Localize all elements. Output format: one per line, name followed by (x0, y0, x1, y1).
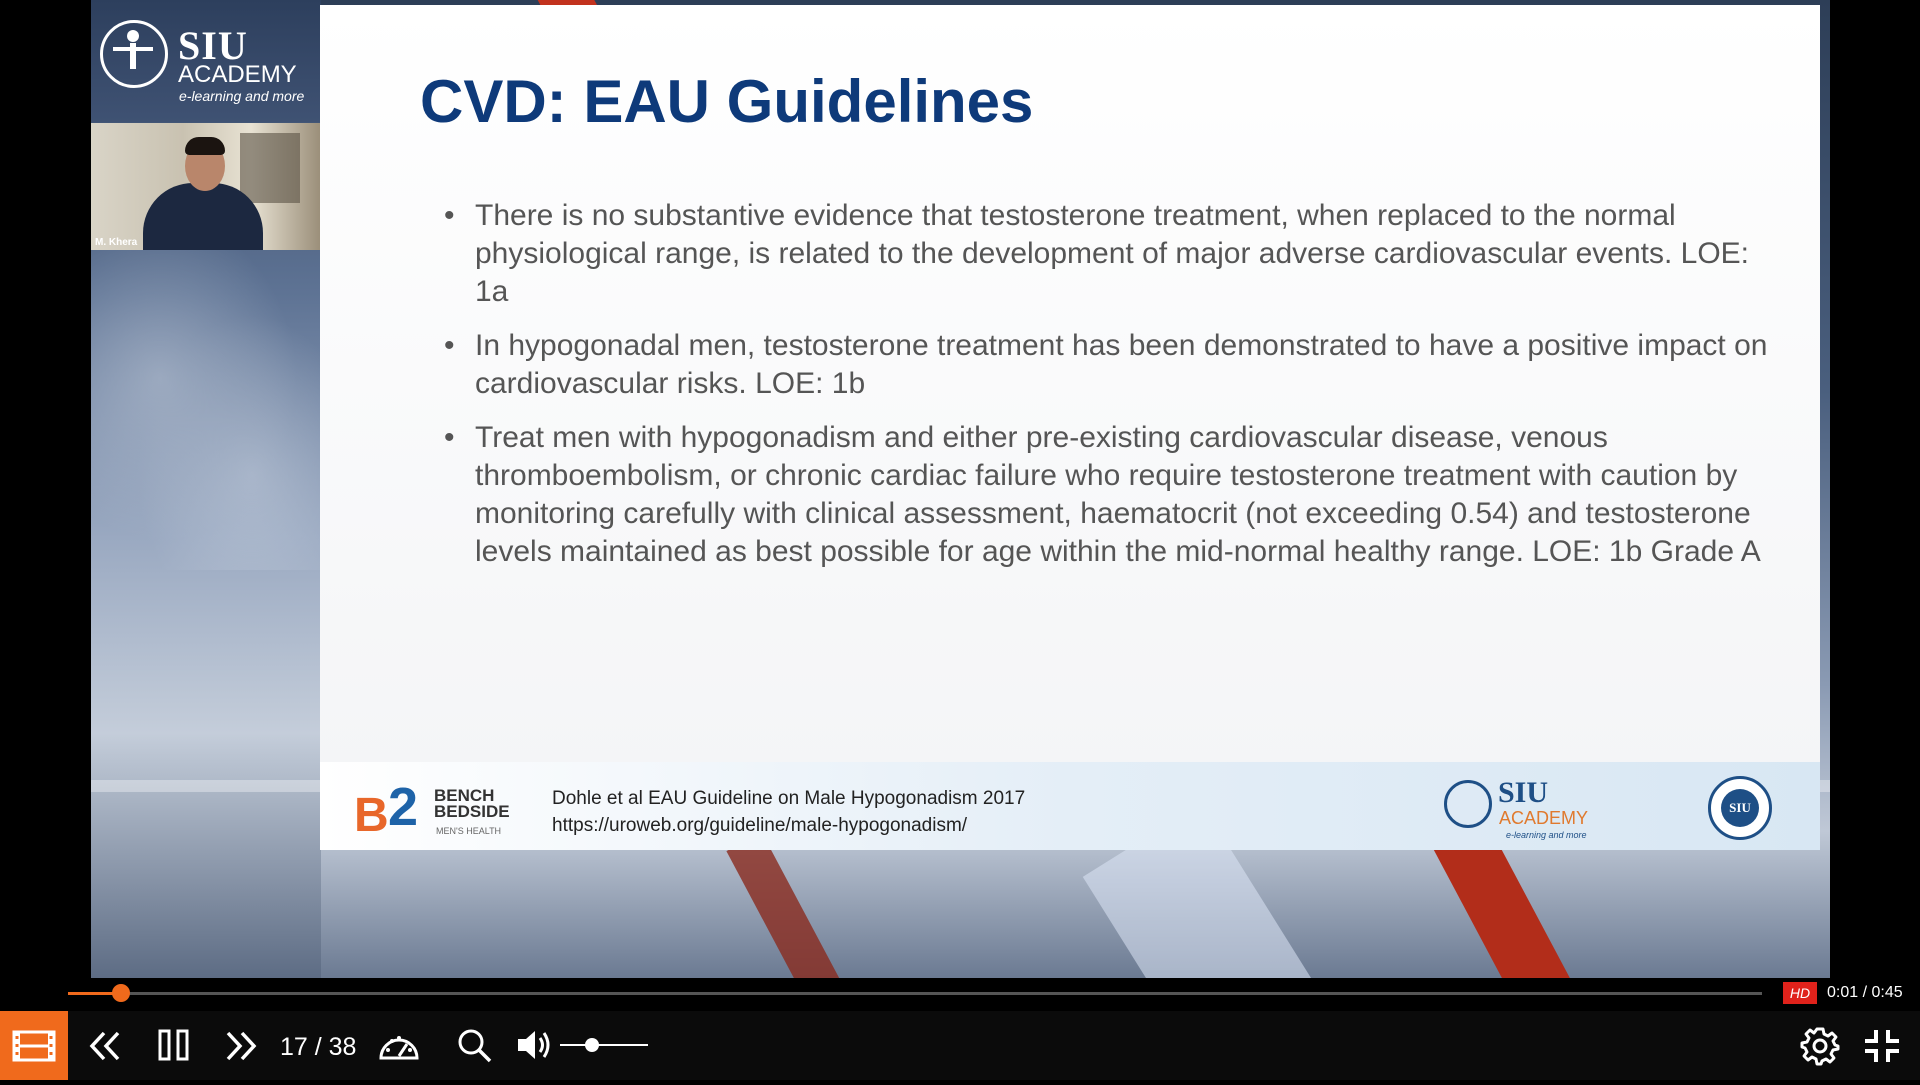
search-icon (456, 1027, 494, 1065)
progress-bar[interactable] (68, 988, 1762, 998)
exit-fullscreen-button[interactable] (1862, 1028, 1902, 1064)
settings-icon (1800, 1026, 1840, 1066)
progress-handle[interactable] (112, 984, 130, 1002)
mens-health-text: MEN'S HEALTH (436, 826, 502, 836)
playback-time: 0:01 / 0:45 (1827, 984, 1903, 1001)
seal-text: SIU (1721, 789, 1759, 827)
bench-to-bedside-logo (354, 776, 434, 842)
presentation-slide (320, 5, 1820, 850)
next-slide-button[interactable] (222, 1029, 258, 1063)
logo-siu-text: SIU (178, 23, 248, 68)
reference-url: https://uroweb.org/guideline/male-hypogonadism/ (552, 815, 968, 836)
playback-speed-button[interactable] (376, 1026, 422, 1066)
footer-academy-text: ACADEMY (1499, 808, 1589, 828)
footer-tagline: e-learning and more (1506, 830, 1587, 840)
bullet-item: • There is no substantive evidence that testosterone treatment, when replaced to the normal physiological range, is related to the development of major adverse cardiovascular events. LOE: 1a (440, 197, 1770, 311)
speaker-webcam (91, 123, 320, 250)
slide-title: CVD: EAU Guidelines (420, 68, 1034, 135)
reference-citation: Dohle et al EAU Guideline on Male Hypogonadism 2017 (552, 788, 1026, 809)
bench-bedside-text (434, 788, 510, 820)
speaker-name: M. Khera (95, 237, 138, 248)
logo-academy-text: ACADEMY (178, 61, 297, 88)
slide-footer (320, 762, 1820, 850)
search-button[interactable] (456, 1027, 494, 1065)
b2b-letter: B (354, 789, 389, 842)
vitruvian-figure-icon (100, 20, 168, 88)
settings-button[interactable] (1800, 1026, 1840, 1066)
hd-badge[interactable]: HD (1783, 982, 1817, 1004)
forward-icon (222, 1029, 258, 1063)
world-map-graphic (91, 250, 321, 570)
footer-siu-text: SIU (1498, 776, 1549, 809)
volume-icon (515, 1027, 555, 1063)
siu-seal-logo (1708, 776, 1772, 840)
bench-text: BENCH (434, 786, 495, 805)
volume-handle[interactable] (585, 1038, 599, 1052)
siu-academy-logo (91, 0, 320, 122)
b2b-number: 2 (388, 777, 419, 837)
pause-button[interactable] (157, 1028, 191, 1062)
progress-track[interactable] (68, 992, 1762, 995)
filmstrip-button[interactable] (0, 1011, 68, 1080)
speed-icon (376, 1026, 422, 1066)
vitruvian-figure-icon (1444, 780, 1492, 828)
previous-slide-button[interactable] (88, 1029, 124, 1063)
volume-slider[interactable] (560, 1044, 648, 1046)
rewind-icon (88, 1029, 124, 1063)
exit-fullscreen-icon (1862, 1028, 1902, 1064)
slide-counter: 17 / 38 (280, 1033, 357, 1061)
background-streak (726, 832, 855, 978)
filmstrip-icon (0, 1011, 68, 1080)
bullet-item: • Treat men with hypogonadism and either pre-existing cardiovascular disease, venous thromboembolism, or chronic cardiac failure who require testosterone treatment with caution by monitoring carefully with clinical assessment, haematocrit (not exceeding 0.54) and testosterone levels maintained as best possible for age within the mid-normal healthy range. LOE: 1b Grade A (440, 419, 1770, 571)
mute-button[interactable] (515, 1027, 555, 1063)
pause-icon (157, 1028, 191, 1062)
player-controls (0, 1011, 1920, 1080)
logo-tagline: e-learning and more (179, 88, 305, 104)
bullet-item: • In hypogonadal men, testosterone treatment has been demonstrated to have a positive impact on cardiovascular risks. LOE: 1b (440, 327, 1770, 403)
bullet-list (440, 197, 1770, 587)
bedside-text: BEDSIDE (434, 802, 510, 821)
